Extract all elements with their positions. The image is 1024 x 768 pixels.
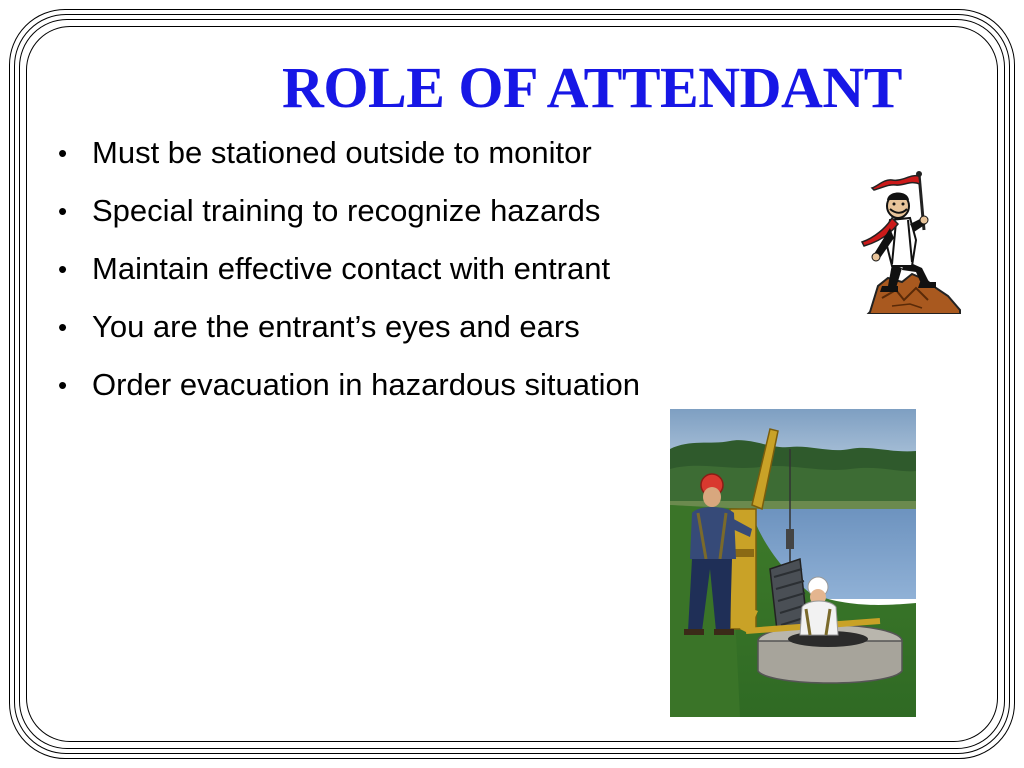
climber-with-flag-clipart xyxy=(852,168,964,314)
bullet-dot: • xyxy=(58,312,68,342)
slide-title: ROLE OF ATTENDANT xyxy=(282,55,902,120)
bullet-text: You are the entrant’s eyes and ears xyxy=(92,309,580,344)
confined-space-manhole-entry-photo xyxy=(670,409,916,717)
bullet-item xyxy=(54,240,640,298)
bullet-text: Special training to recognize hazards xyxy=(92,193,601,228)
bullet-text: Must be stationed outside to monitor xyxy=(92,135,592,170)
bullet-item xyxy=(54,356,640,414)
bullet-text: Maintain effective contact with entrant xyxy=(92,251,611,286)
bullet-dot: • xyxy=(58,254,68,284)
bullet-dot: • xyxy=(58,138,68,168)
bullet-item xyxy=(54,298,640,356)
bullet-text: Order evacuation in hazardous situation xyxy=(92,367,640,402)
bullet-list xyxy=(54,124,640,414)
bullet-dot: • xyxy=(58,196,68,226)
bullet-item xyxy=(54,124,640,182)
bullet-item xyxy=(54,182,640,240)
bullet-dot: • xyxy=(58,370,68,400)
